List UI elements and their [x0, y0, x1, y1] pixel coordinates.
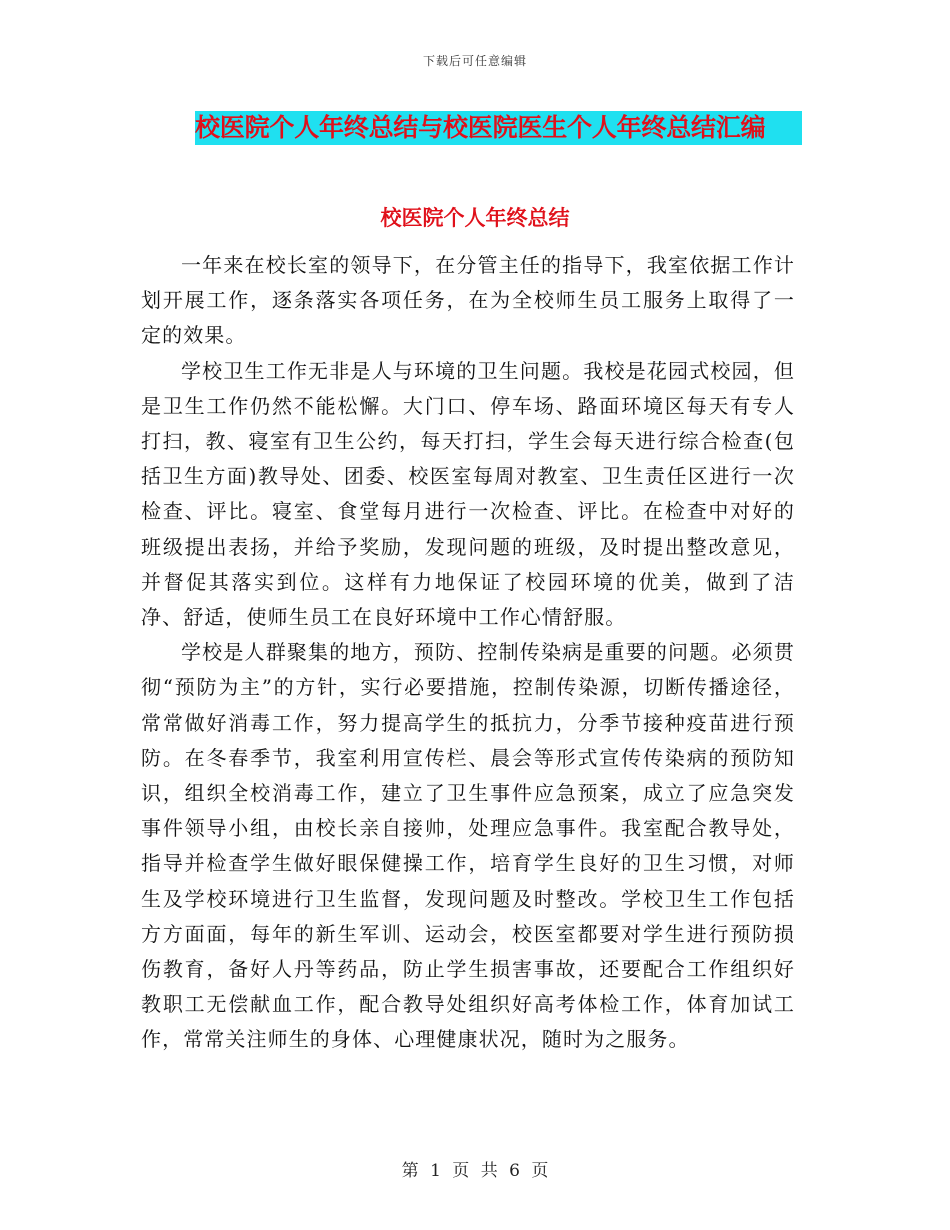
- page-header-note: 下载后可任意编辑: [422, 54, 527, 68]
- page-number-footer: 第 1 页 共 6 页: [401, 1161, 549, 1181]
- document-main-title: 校医院个人年终总结与校医院医生个人年终总结汇编: [195, 113, 766, 142]
- document-body: [141, 248, 795, 1058]
- paragraph: 学校是人群聚集的地方，预防、控制传染病是重要的问题。必须贯彻“预防为主”的方针，实行必要措施，控制传染源，切断传播途径，常常做好消毒工作，努力提高学生的抵抗力，分季节接种疫苗进行预防。在冬春季节，我室利用宣传栏、晨会等形式宣传传染病的预防知识，组织全校消毒工作，建立了卫生事件应急预案，成立了应急突发事件领导小组，由校长亲自接帅，处理应急事件。我室配合教导处，指导并检查学生做好眼保健操工作，培育学生良好的卫生习惯，对师生及学校环境进行卫生监督，发现问题及时整改。学校卫生工作包括方方面面，每年的新生军训、运动会，校医室都要对学生进行预防损伤教育，备好人丹等药品，防止学生损害事故，还要配合工作组织好教职工无偿献血工作，配合教导处组织好高考体检工作，体育加试工作，常常关注师生的身体、心理健康状况，随时为之服务。: [141, 640, 795, 1052]
- paragraph: 一年来在校长室的领导下，在分管主任的指导下，我室依据工作计划开展工作，逐条落实各项任务，在为全校师生员工服务上取得了一定的效果。: [141, 253, 795, 348]
- paragraph: 学校卫生工作无非是人与环境的卫生问题。我校是花园式校园，但是卫生工作仍然不能松懈。大门口、停车场、路面环境区每天有专人打扫，教、寝室有卫生公约，每天打扫，学生会每天进行综合检查(包括卫生方面)教导处、团委、校医室每周对教室、卫生责任区进行一次检查、评比。寝室、食堂每月进行一次检查、评比。在检查中对好的班级提出表扬，并给予奖励，发现问题的班级，及时提出整改意见，并督促其落实到位。这样有力地保证了校园环境的优美，做到了洁净、舒适，使师生员工在良好环境中工作心情舒服。: [141, 358, 795, 630]
- section-title: 校医院个人年终总结: [380, 206, 570, 230]
